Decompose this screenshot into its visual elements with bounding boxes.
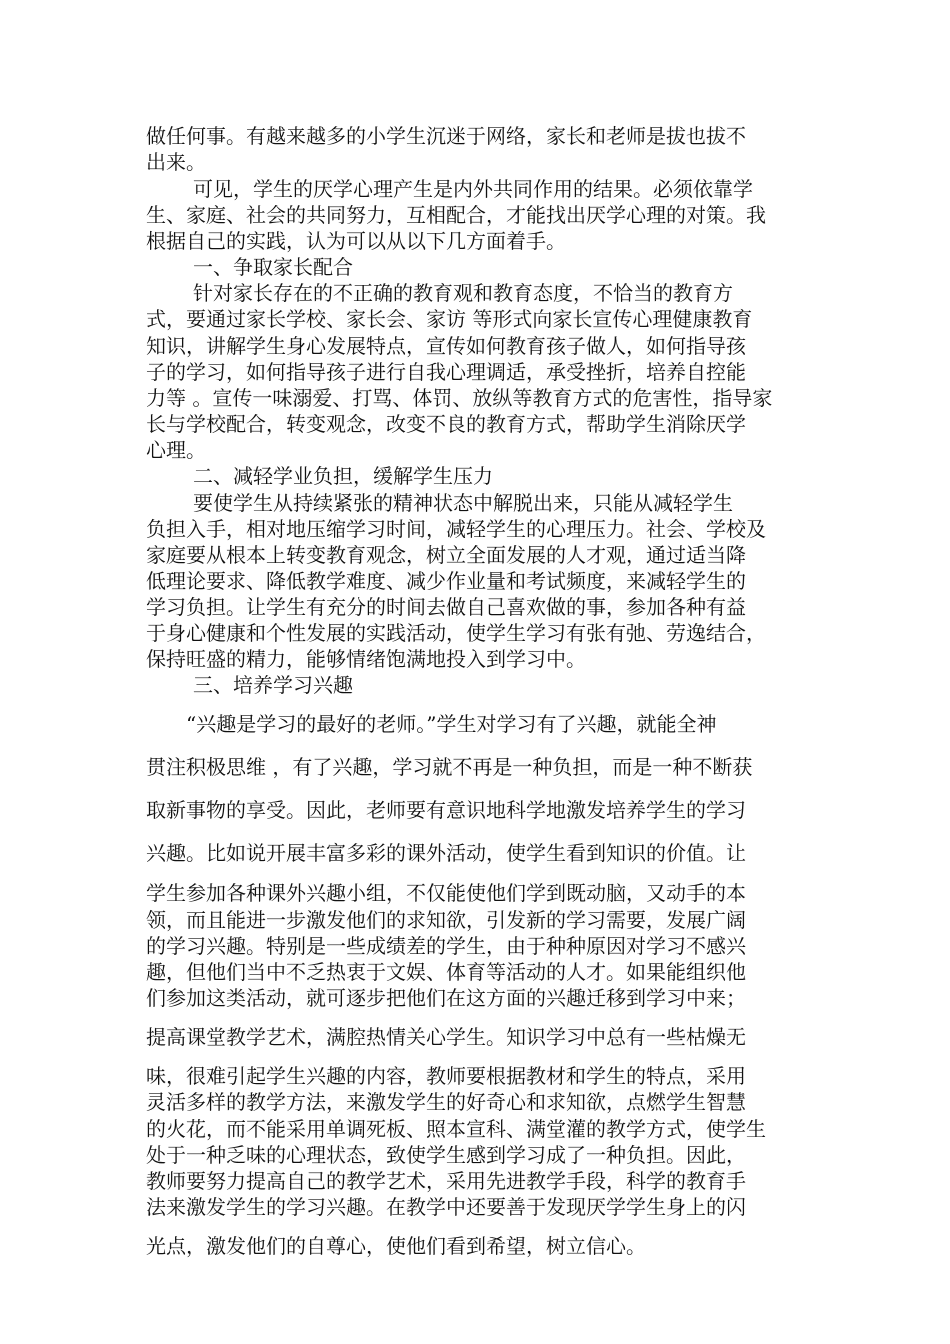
text-line: 生、家庭、社会的共同努力，互相配合，才能找出厌学心理的对策。我 [146, 203, 766, 227]
text-line: 心理。 [146, 438, 206, 462]
text-line: 学习负担。让学生有充分的时间去做自己喜欢做的事，参加各种有益 [146, 595, 746, 619]
text-line: 针对家长存在的不正确的教育观和教育态度，不恰当的教育方 [193, 281, 733, 305]
text-line: 根据自己的实践，认为可以从以下几方面着手。 [146, 229, 566, 253]
text-line: 兴趣。比如说开展丰富多彩的课外活动，使学生看到知识的价值。让 [146, 841, 746, 865]
text-line: 提高课堂教学艺术，满腔热情关心学生。知识学习中总有一些枯燥无 [146, 1025, 746, 1049]
text-line: 灵活多样的教学方法，来激发学生的好奇心和求知欲，点燃学生智慧 [146, 1090, 746, 1114]
text-line: 可见，学生的厌学心理产生是内外共同作用的结果。必须依靠学 [193, 177, 753, 201]
text-line: 领，而且能进一步激发他们的求知欲，引发新的学习需要，发展广阔 [146, 908, 746, 932]
text-line: 味，很难引起学生兴趣的内容，教师要根据教材和学生的特点，采用 [146, 1064, 746, 1088]
text-line: 法来激发学生的学习兴趣。在教学中还要善于发现厌学学生身上的闪 [146, 1195, 746, 1219]
text-line: 光点，激发他们的自尊心，使他们看到希望，树立信心。 [146, 1234, 646, 1258]
text-line: 家庭要从根本上转变教育观念，树立全面发展的人才观，通过适当降 [146, 543, 746, 567]
text-line: 处于一种乏味的心理状态，致使学生感到学习成了一种负担。因此， [146, 1143, 746, 1167]
text-line: 负担入手，相对地压缩学习时间，减轻学生的心理压力。社会、学校及 [146, 517, 766, 541]
text-line: 出来。 [146, 150, 206, 174]
text-line: “兴趣是学习的最好的老师。”学生对学习有了兴趣，就能全神 [186, 712, 717, 736]
text-line: 长与学校配合，转变观念，改变不良的教育方式，帮助学生消除厌学 [146, 412, 746, 436]
text-line: 式，要通过家长学校、家长会、家访 等形式向家长宣传心理健康教育 [146, 307, 753, 331]
section-heading: 一、争取家长配合 [193, 255, 353, 279]
text-line: 教师要努力提高自己的教学艺术，采用先进教学手段，科学的教育手 [146, 1169, 746, 1193]
text-line: 的学习兴趣。特别是一些成绩差的学生，由于种种原因对学习不感兴 [146, 934, 746, 958]
text-line: 保持旺盛的精力，能够情绪饱满地投入到学习中。 [146, 647, 586, 671]
text-line: 学生参加各种课外兴趣小组，不仅能使他们学到既动脑，又动手的本 [146, 881, 746, 905]
text-line: 低理论要求、降低教学难度、减少作业量和考试频度，来减轻学生的 [146, 569, 746, 593]
text-line: 于身心健康和个性发展的实践活动，使学生学习有张有弛、劳逸结合， [146, 621, 766, 645]
section-heading: 二、减轻学业负担，缓解学生压力 [193, 464, 493, 488]
text-line: 们参加这类活动，就可逐步把他们在这方面的兴趣迁移到学习中来； [146, 986, 746, 1010]
text-line: 取新事物的享受。因此，老师要有意识地科学地激发培养学生的学习 [146, 798, 746, 822]
text-line: 知识，讲解学生身心发展特点，宣传如何教育孩子做人，如何指导孩 [146, 334, 746, 358]
text-line: 要使学生从持续紧张的精神状态中解脱出来，只能从减轻学生 [193, 491, 733, 515]
text-line: 力等 。宣传一味溺爱、打骂、体罚、放纵等教育方式的危害性，指导家 [146, 386, 773, 410]
text-line: 做任何事。有越来越多的小学生沉迷于网络，家长和老师是拔也拔不 [146, 124, 746, 148]
text-line: 趣，但他们当中不乏热衷于文娱、体育等活动的人才。如果能组织他 [146, 960, 746, 984]
text-line: 子的学习，如何指导孩子进行自我心理调适，承受挫折，培养自控能 [146, 360, 746, 384]
text-line: 贯注积极思维 ，有了兴趣，学习就不再是一种负担，而是一种不断获 [146, 755, 753, 779]
section-heading: 三、培养学习兴趣 [193, 673, 353, 697]
text-line: 的火花，而不能采用单调死板、照本宣科、满堂灌的教学方式，使学生 [146, 1117, 766, 1141]
